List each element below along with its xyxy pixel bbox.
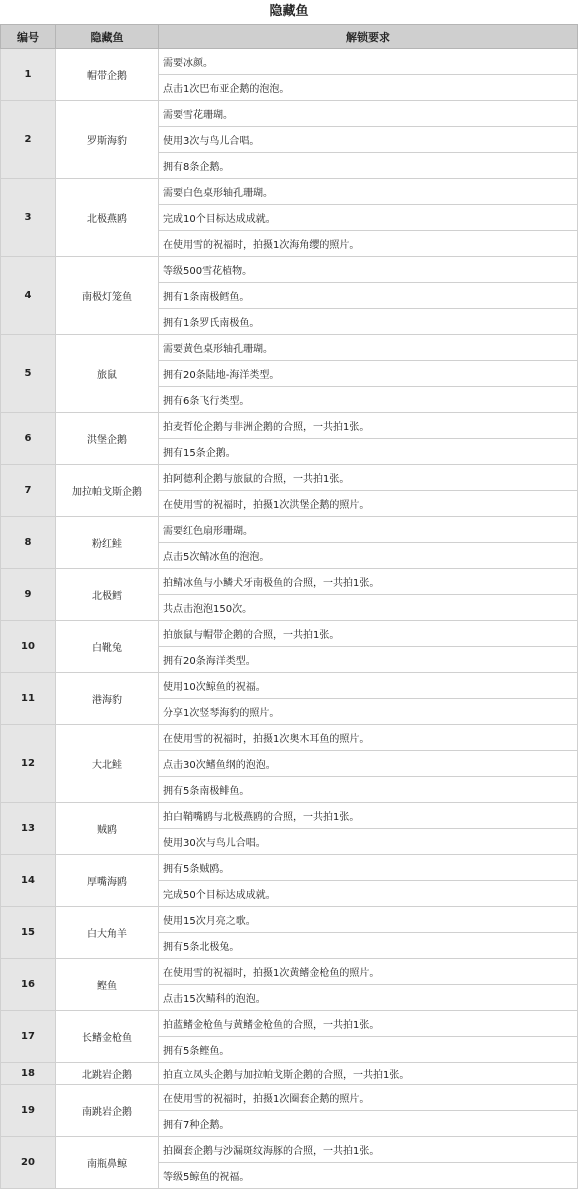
- unlock-requirement: 拥有5条北极兔。: [159, 933, 578, 959]
- row-number: 17: [1, 1011, 56, 1063]
- table-row: [1, 621, 578, 647]
- hidden-fish-name: 南跳岩企鹅: [56, 1085, 159, 1137]
- header-hidden-fish: 隐藏鱼: [56, 25, 159, 49]
- unlock-requirement: 使用15次月亮之歌。: [159, 907, 578, 933]
- unlock-requirement: 需要黄色桌形轴孔珊瑚。: [159, 335, 578, 361]
- table-row: [1, 1011, 578, 1037]
- hidden-fish-name: 长鳍金枪鱼: [56, 1011, 159, 1063]
- unlock-requirement: 拥有20条陆地-海洋类型。: [159, 361, 578, 387]
- hidden-fish-name: 白大角羊: [56, 907, 159, 959]
- unlock-requirement: 拥有7种企鹅。: [159, 1111, 578, 1137]
- header-unlock-requirements: 解锁要求: [159, 25, 578, 49]
- unlock-requirement: 拍旅鼠与帽带企鹅的合照，一共拍1张。: [159, 621, 578, 647]
- hidden-fish-name: 粉红鲑: [56, 517, 159, 569]
- row-number: 15: [1, 907, 56, 959]
- table-row: [1, 959, 578, 985]
- unlock-requirement: 点击1次巴布亚企鹅的泡泡。: [159, 75, 578, 101]
- row-number: 3: [1, 179, 56, 257]
- row-number: 12: [1, 725, 56, 803]
- row-number: 5: [1, 335, 56, 413]
- unlock-requirement: 点击30次鳍鱼纲的泡泡。: [159, 751, 578, 777]
- hidden-fish-name: 鲣鱼: [56, 959, 159, 1011]
- unlock-requirement: 完成50个目标达成成就。: [159, 881, 578, 907]
- unlock-requirement: 拥有15条企鹅。: [159, 439, 578, 465]
- table-row: [1, 569, 578, 595]
- unlock-requirement: 在使用雪的祝福时，拍摄1次黄鳍金枪鱼的照片。: [159, 959, 578, 985]
- unlock-requirement: 拥有5条贼鸥。: [159, 855, 578, 881]
- row-number: 8: [1, 517, 56, 569]
- unlock-requirement: 点击5次鲭冰鱼的泡泡。: [159, 543, 578, 569]
- table-row: [1, 517, 578, 543]
- unlock-requirement: 点击15次鲭科的泡泡。: [159, 985, 578, 1011]
- table-row: [1, 803, 578, 829]
- table-row: [1, 1063, 578, 1085]
- unlock-requirement: 拥有5条鲣鱼。: [159, 1037, 578, 1063]
- table-body: [1, 49, 578, 1189]
- row-number: 6: [1, 413, 56, 465]
- table-row: [1, 413, 578, 439]
- hidden-fish-name: 南瓶鼻鲸: [56, 1137, 159, 1189]
- row-number: 4: [1, 257, 56, 335]
- row-number: 19: [1, 1085, 56, 1137]
- hidden-fish-name: 帽带企鹅: [56, 49, 159, 101]
- unlock-requirement: 拥有6条飞行类型。: [159, 387, 578, 413]
- unlock-requirement: 在使用雪的祝福时，拍摄1次圈套企鹅的照片。: [159, 1085, 578, 1111]
- unlock-requirement: 拥有1条罗氏南极鱼。: [159, 309, 578, 335]
- unlock-requirement: 在使用雪的祝福时，拍摄1次洪堡企鹅的照片。: [159, 491, 578, 517]
- table-row: [1, 1137, 578, 1163]
- unlock-table: [0, 24, 578, 1189]
- unlock-requirement: 需要冰颜。: [159, 49, 578, 75]
- table-row: [1, 725, 578, 751]
- unlock-requirement: 拍圈套企鹅与沙漏斑纹海豚的合照，一共拍1张。: [159, 1137, 578, 1163]
- header-number: 编号: [1, 25, 56, 49]
- hidden-fish-name: 旅鼠: [56, 335, 159, 413]
- unlock-requirement: 拍蓝鳍金枪鱼与黄鳍金枪鱼的合照，一共拍1张。: [159, 1011, 578, 1037]
- hidden-fish-name: 贼鸥: [56, 803, 159, 855]
- row-number: 18: [1, 1063, 56, 1085]
- unlock-requirement: 拥有8条企鹅。: [159, 153, 578, 179]
- row-number: 7: [1, 465, 56, 517]
- unlock-requirement: 需要红色扇形珊瑚。: [159, 517, 578, 543]
- hidden-fish-name: 大北鲑: [56, 725, 159, 803]
- table-row: [1, 673, 578, 699]
- unlock-requirement: 在使用雪的祝福时，拍摄1次奥木耳鱼的照片。: [159, 725, 578, 751]
- table-row: [1, 1085, 578, 1111]
- hidden-fish-name: 加拉帕戈斯企鹅: [56, 465, 159, 517]
- table-row: [1, 49, 578, 75]
- hidden-fish-name: 南极灯笼鱼: [56, 257, 159, 335]
- hidden-fish-name: 北极燕鸥: [56, 179, 159, 257]
- unlock-requirement: 拥有1条南极鳕鱼。: [159, 283, 578, 309]
- unlock-requirement: 等级5鲸鱼的祝福。: [159, 1163, 578, 1189]
- unlock-requirement: 等级500雪花植物。: [159, 257, 578, 283]
- unlock-requirement: 共点击泡泡150次。: [159, 595, 578, 621]
- hidden-fish-name: 北跳岩企鹅: [56, 1063, 159, 1085]
- unlock-requirement: 使用3次与鸟儿合唱。: [159, 127, 578, 153]
- unlock-requirement: 拥有20条海洋类型。: [159, 647, 578, 673]
- unlock-requirement: 完成10个目标达成成就。: [159, 205, 578, 231]
- unlock-requirement: 拍鲭冰鱼与小鳞犬牙南极鱼的合照，一共拍1张。: [159, 569, 578, 595]
- row-number: 2: [1, 101, 56, 179]
- hidden-fish-name: 洪堡企鹅: [56, 413, 159, 465]
- row-number: 1: [1, 49, 56, 101]
- row-number: 14: [1, 855, 56, 907]
- unlock-requirement: 拍白鞘嘴鸥与北极燕鸥的合照，一共拍1张。: [159, 803, 578, 829]
- table-row: [1, 179, 578, 205]
- hidden-fish-name: 白靴兔: [56, 621, 159, 673]
- table-row: [1, 101, 578, 127]
- unlock-requirement: 在使用雪的祝福时，拍摄1次海角缨的照片。: [159, 231, 578, 257]
- unlock-requirement: 需要白色桌形轴孔珊瑚。: [159, 179, 578, 205]
- unlock-requirement: 需要雪花珊瑚。: [159, 101, 578, 127]
- table-row: [1, 907, 578, 933]
- unlock-requirement: 使用10次鲸鱼的祝福。: [159, 673, 578, 699]
- table-row: [1, 257, 578, 283]
- unlock-requirement: 拍直立凤头企鹅与加拉帕戈斯企鹅的合照，一共拍1张。: [159, 1063, 578, 1085]
- page-title: 隐藏鱼: [269, 4, 309, 19]
- unlock-requirement: 拍阿德利企鹅与旅鼠的合照，一共拍1张。: [159, 465, 578, 491]
- row-number: 10: [1, 621, 56, 673]
- table-row: [1, 335, 578, 361]
- row-number: 16: [1, 959, 56, 1011]
- row-number: 9: [1, 569, 56, 621]
- table-row: [1, 465, 578, 491]
- unlock-requirement: 分享1次竖琴海豹的照片。: [159, 699, 578, 725]
- hidden-fish-name: 港海豹: [56, 673, 159, 725]
- unlock-requirement: 使用30次与鸟儿合唱。: [159, 829, 578, 855]
- row-number: 11: [1, 673, 56, 725]
- hidden-fish-name: 北极鳕: [56, 569, 159, 621]
- hidden-fish-name: 罗斯海豹: [56, 101, 159, 179]
- hidden-fish-name: 厚嘴海鸥: [56, 855, 159, 907]
- unlock-requirement: 拥有5条南极鲱鱼。: [159, 777, 578, 803]
- table-row: [1, 855, 578, 881]
- row-number: 13: [1, 803, 56, 855]
- row-number: 20: [1, 1137, 56, 1189]
- unlock-requirement: 拍麦哲伦企鹅与非洲企鹅的合照，一共拍1张。: [159, 413, 578, 439]
- table-header-row: [1, 25, 578, 49]
